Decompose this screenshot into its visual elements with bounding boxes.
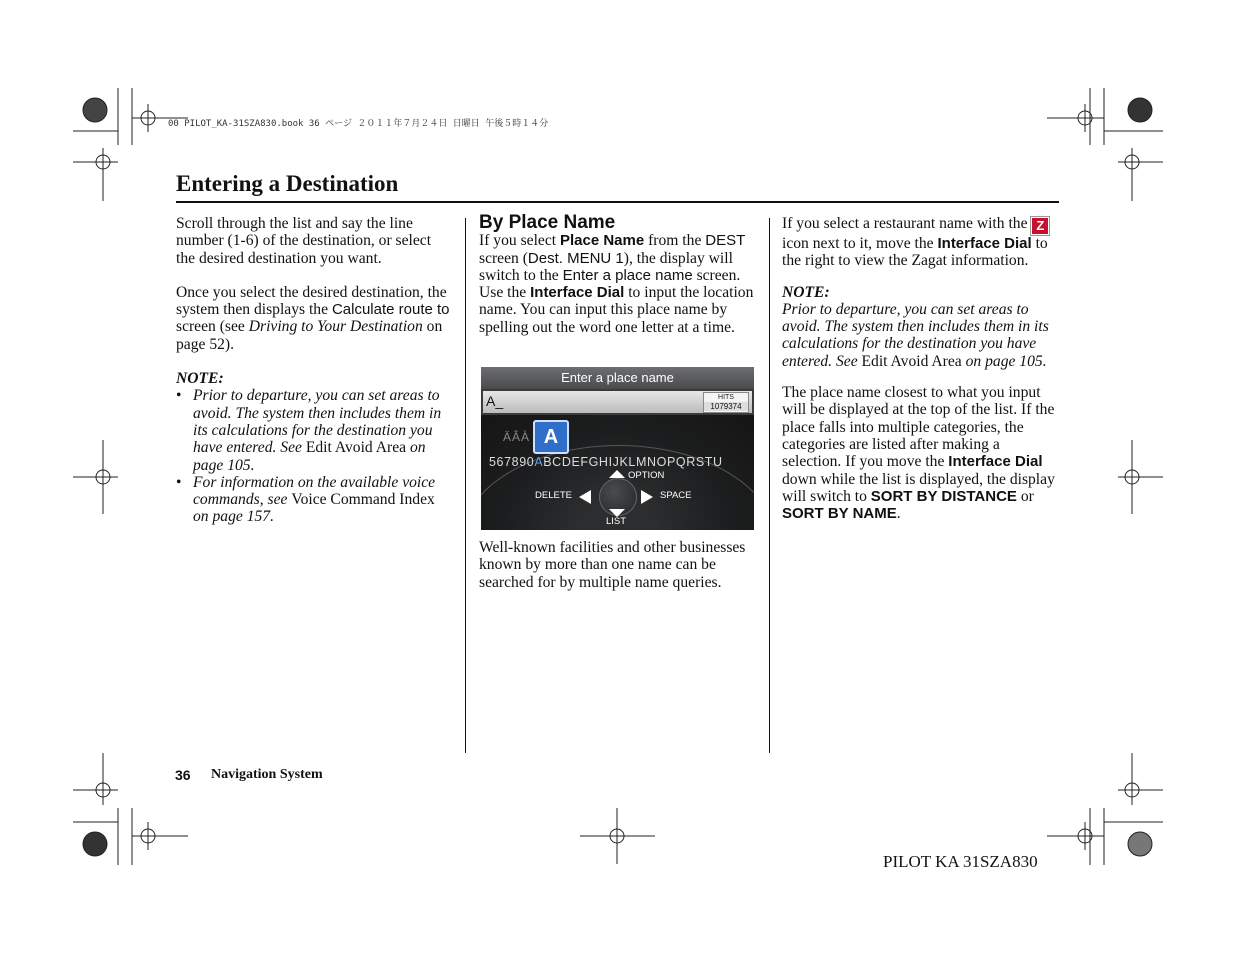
note-heading: NOTE: [782,283,830,301]
note-text: Prior to departure, you can set areas to avoid. The system then includes them in its calculations for the destination you have entered. See Edit Avoid Area on page 105. [782,300,1049,370]
input-value: A_ [486,393,504,409]
selected-letter: A [533,420,569,454]
paragraph: Once you select the desired destination, the system then displays the Calculate route to screen (see Driving to Your Destination on page 52). [176,283,450,353]
column-left [176,215,452,526]
column-right [782,215,1060,522]
list-item: • For information on the available voice commands, see Voice Command Index on page 157. [176,473,436,526]
column-divider [769,218,770,753]
letter-dial [481,415,754,530]
note-list [176,387,452,525]
hits-value: 1079374 [704,402,748,411]
section-heading: By Place Name [479,212,616,233]
navigation-screen [481,367,754,530]
zagat-icon: Z [1031,217,1049,235]
print-header: 00 PILOT_KA-31SZA830.book 36 ページ ２０１１年７月２４日 日曜日 午後５時１４分 [168,119,549,129]
title-rule [176,201,1059,203]
place-name-input [483,391,752,413]
arrow-up-icon [609,470,625,478]
arrow-right-icon [641,490,653,504]
arrow-left-icon [579,490,591,504]
accent-letters: ÄÂÀ [503,430,531,444]
paragraph: If you select a restaurant name with the Z icon next to it, move the Interface Dial to the right to view the Zagat information. [782,215,1048,270]
list-label: LIST [606,516,627,527]
footer-section-name: Navigation System [211,767,323,782]
space-label: SPACE [660,490,692,501]
column-middle [479,214,755,336]
paragraph: Well-known facilities and other businesses known by more than one name can be searched for by multiple name queries. [479,539,746,591]
paragraph: The place name closest to what you input will be displayed at the top of the list. If the place falls into multiple categories, the categories are listed after making a selection. If you move the Interface Dial down while the list is displayed, the display will switch to SORT BY DISTANCE or SORT BY NAME. [782,384,1055,523]
hits-label: HITS [718,394,734,401]
hits-counter [703,392,749,413]
option-label: OPTION [628,470,665,481]
letter-row: 567890ABCDEFGHIJKLMNOPQRSTU [489,455,723,469]
column-middle-lower [479,539,755,591]
screen-title: Enter a place name [481,367,754,389]
list-item: • Prior to departure, you can set areas to avoid. The system then includes them in its calculations for the destination you have entered. See Edit Avoid Area on page 105. [176,387,442,474]
page-title: Entering a Destination [176,171,399,196]
column-divider [465,218,466,753]
paragraph: Scroll through the list and say the line number (1-6) of the destination, or select the desired destination you want. [176,215,432,267]
page-number: 36 [175,767,191,783]
note-heading: NOTE: [176,370,224,388]
paragraph: If you select Place Name from the DEST screen (Dest. MENU 1), the display will switch to the Enter a place name screen. Use the Interface Dial to input the location name. You can input this place name by spelling out the word one letter at a time. [479,232,754,336]
delete-label: DELETE [535,490,572,501]
document-code: PILOT KA 31SZA830 [883,852,1038,871]
